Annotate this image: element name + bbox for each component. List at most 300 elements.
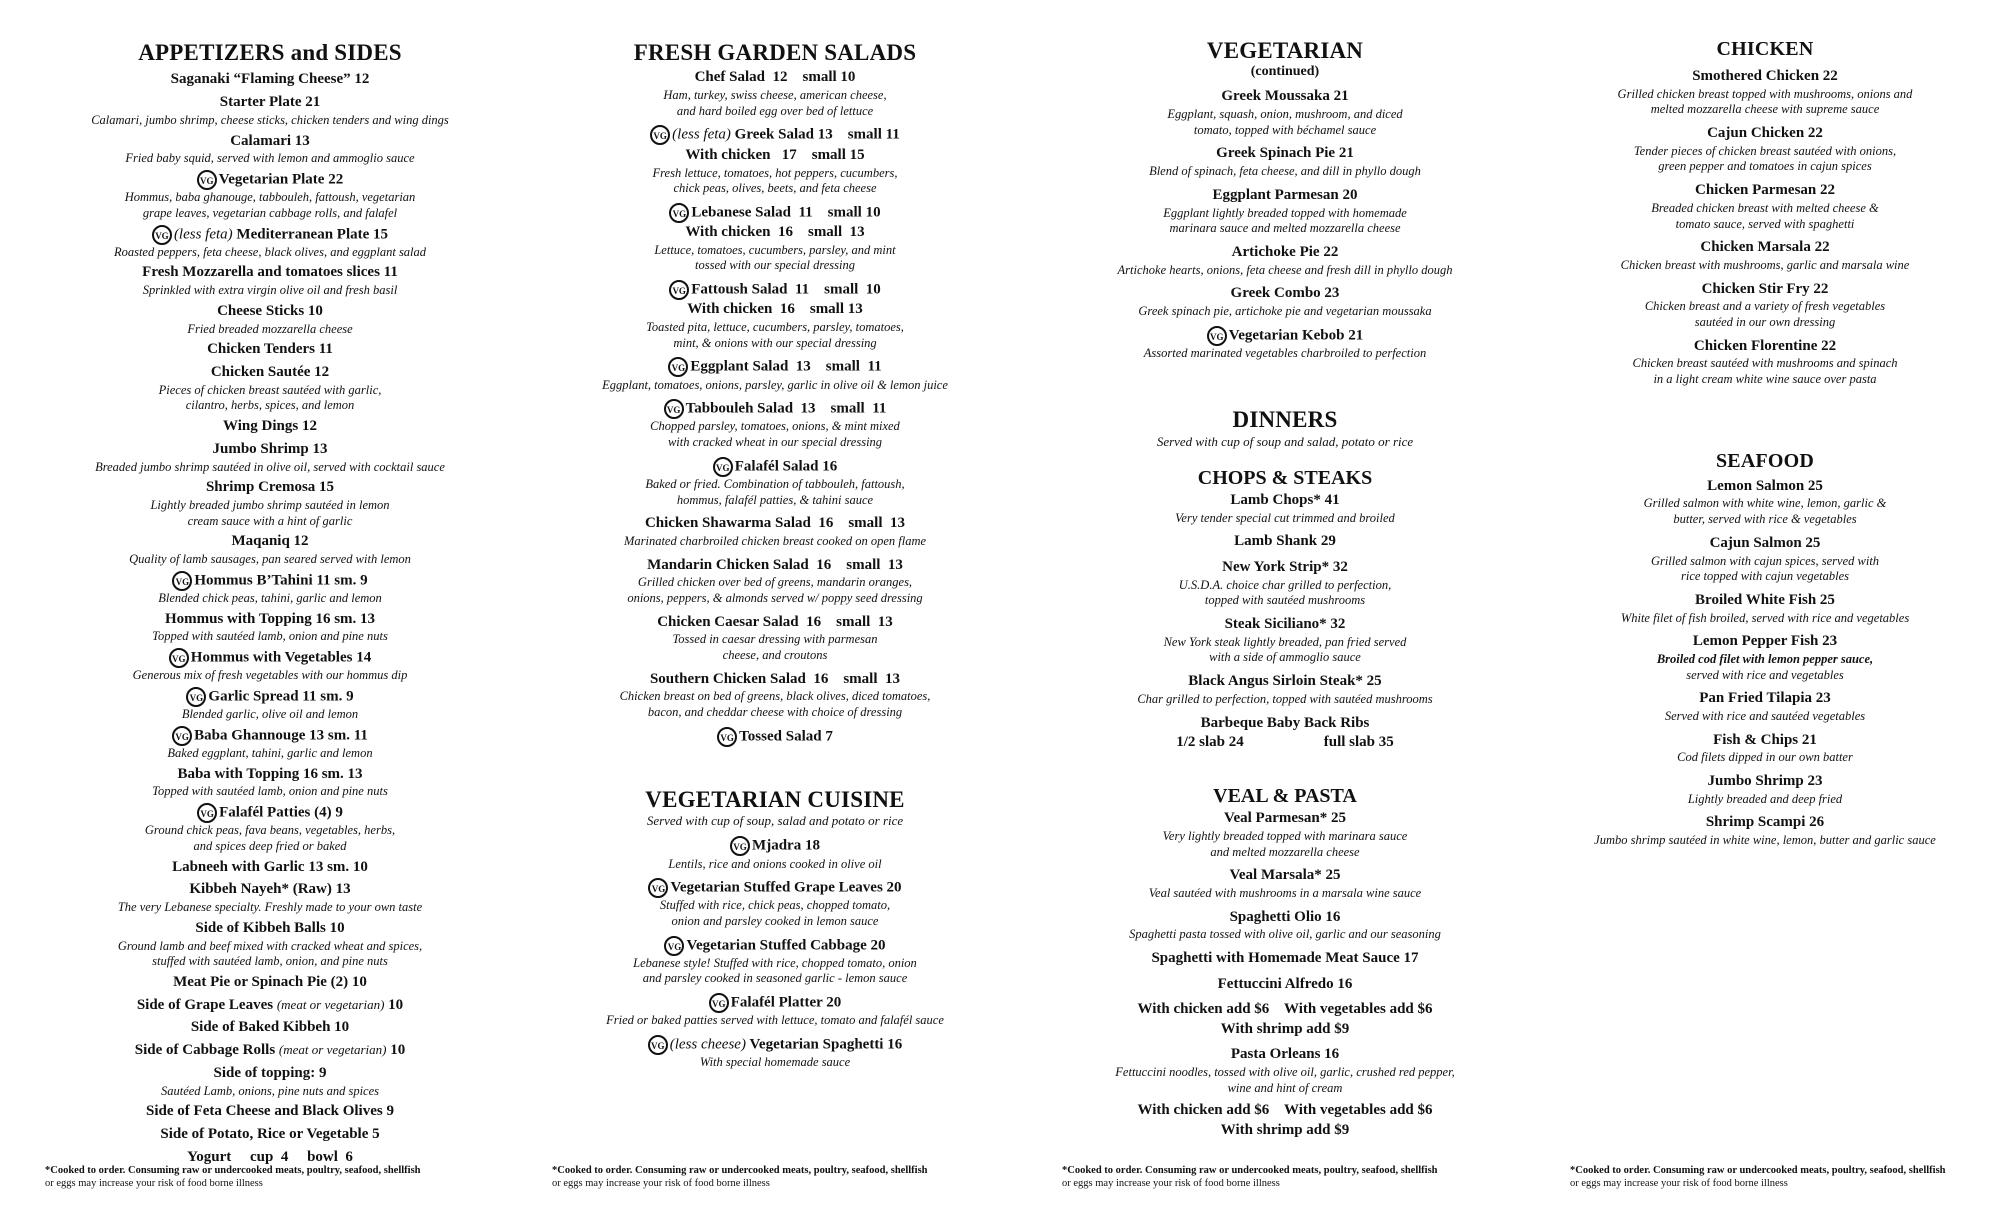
item-name: Lemon Pepper Fish 23 (1692, 633, 1838, 650)
item-desc: Fried breaded mozzarella cheese (187, 321, 353, 336)
item-name: Hommus with Vegetables 14 (190, 649, 372, 666)
item-desc: melted mozzarella cheese with supreme sauce (1650, 102, 1880, 117)
menu-item (1055, 908, 1515, 943)
vg-badge-icon: VG (648, 878, 668, 898)
menu-item (40, 93, 500, 128)
item-name: Chicken Parmesan 22 (1695, 182, 1835, 199)
footer-disclaimer (1570, 1165, 1946, 1190)
menu-item (1565, 813, 1965, 848)
menu-item (40, 1018, 500, 1038)
item-desc: Topped with sautéed lamb, onion and pine nuts (152, 784, 388, 799)
item-desc: The very Lebanese specialty. Freshly made to your own taste (117, 900, 423, 915)
item-desc: cheese, and croutons (722, 648, 828, 663)
item-desc: tossed with our special dressing (695, 258, 855, 273)
item-name: Greek Salad 13 small 11 (734, 126, 900, 143)
item-name: Lemon Salmon 25 (1707, 477, 1823, 494)
item-desc: Baked eggplant, tahini, garlic and lemon (167, 746, 373, 761)
item-name: Side of Baked Kibbeh 10 (190, 1019, 350, 1036)
menu-item (1565, 772, 1965, 807)
menu-item (40, 1041, 500, 1061)
item-name: Mandarin Chicken Salad 16 small 13 (647, 556, 903, 573)
disclaimer-line: *Cooked to order. Consuming raw or undercooked meats, poultry, seafood, shellfish (1570, 1165, 1946, 1176)
vg-badge-icon: VG (1207, 326, 1227, 346)
vg-badge-icon: VG (669, 280, 689, 300)
menu-item (545, 727, 1005, 747)
item-desc: Grilled salmon with white wine, lemon, garlic & (1643, 496, 1887, 511)
item-desc: Breaded jumbo shrimp sautéed in olive oil, served with cocktail sauce (95, 459, 445, 474)
item-desc: Eggplant, tomatoes, onions, parsley, garlic in olive oil & lemon juice (602, 377, 948, 392)
menu-item (545, 514, 1005, 549)
menu-item (545, 357, 1005, 393)
menu-item (1565, 181, 1965, 232)
section-subtitle: (continued) (1250, 64, 1320, 80)
item-name: Black Angus Sirloin Steak* 25 (1188, 673, 1382, 690)
item-desc: hommus, falafél patties, & tahini sauce (676, 492, 874, 507)
section-subheading: VEAL & PASTA (1213, 785, 1357, 808)
item-desc: chick peas, olives, beets, and feta cheese (673, 181, 877, 196)
item-desc: Assorted marinated vegetables charbroiled to perfection (1143, 345, 1427, 360)
item-name: Side of Kibbeh Balls 10 (195, 919, 345, 936)
menu-item (545, 670, 1005, 721)
item-name: Hommus B’Tahini 11 sm. 9 (194, 572, 368, 589)
item-desc: Eggplant, squash, onion, mushroom, and diced (1167, 107, 1403, 122)
item-desc: green pepper and tomatoes in cajun spices (1658, 159, 1872, 174)
item-name: Fresh Mozzarella and tomatoes slices 11 (142, 264, 398, 281)
item-desc: Blend of spinach, feta cheese, and dill in phyllo dough (1149, 164, 1421, 179)
item-name: Greek Spinach Pie 21 (1216, 145, 1354, 162)
item-desc: and hard boiled egg over bed of lettuce (676, 103, 874, 118)
item-name: Falafél Salad 16 (734, 458, 838, 475)
item-desc: and spices deep fried or baked (193, 838, 347, 853)
item-price: 10 (390, 1042, 406, 1059)
item-desc: Jumbo shrimp sautéed in white wine, lemon, butter and garlic sauce (1594, 833, 1936, 848)
item-name: Greek Combo 23 (1230, 285, 1340, 302)
vg-badge-icon: VG (664, 936, 684, 956)
menu-item (40, 726, 500, 762)
item-addon: With shrimp add $9 (1220, 1020, 1350, 1037)
item-desc: Tossed in caesar dressing with parmesan (672, 632, 878, 647)
item-desc: tomato sauce, served with spaghetti (1675, 216, 1855, 231)
menu-item (545, 1035, 1005, 1071)
menu-item (40, 363, 500, 414)
section-dinners (1055, 407, 1515, 1140)
item-name: Side of Feta Cheese and Black Olives 9 (146, 1103, 394, 1120)
item-desc: Lightly breaded jumbo shrimp sautéed in lemon (150, 498, 390, 513)
menu-item (1055, 949, 1515, 969)
item-desc: Tender pieces of chicken breast sautéed with onions, (1633, 143, 1897, 158)
item-desc: grape leaves, vegetarian cabbage rolls, and falafel (142, 205, 398, 220)
item-note: (less feta) (173, 226, 233, 242)
item-desc: mint, & onions with our special dressing (673, 335, 877, 350)
item-name: Vegetarian Stuffed Cabbage 20 (686, 937, 886, 954)
menu-item (40, 302, 500, 337)
disclaimer-line: or eggs may increase your risk of food borne illness (45, 1177, 263, 1189)
menu-item (1055, 144, 1515, 179)
section-vegetarian-continued (1055, 38, 1515, 361)
item-desc: Quality of lamb sausages, pan seared served with lemon (129, 552, 411, 567)
vg-badge-icon: VG (668, 357, 688, 377)
item-note: (meat or vegetarian) (276, 996, 385, 1012)
item-desc: butter, served with rice & vegetables (1673, 512, 1857, 527)
item-name: Artichoke Pie 22 (1231, 243, 1339, 260)
vg-badge-icon: VG (650, 125, 670, 145)
item-desc: U.S.D.A. choice char grilled to perfection, (1178, 577, 1392, 592)
item-desc: and parsley cooked in seasoned garlic - lemon sauce (642, 971, 908, 986)
menu-item (1055, 1045, 1515, 1141)
item-price-half: 1/2 slab 24 (1176, 734, 1244, 751)
item-desc: Chicken breast and a variety of fresh vegetables (1644, 299, 1886, 314)
item-name: Southern Chicken Salad 16 small 13 (649, 670, 901, 687)
column-vegetarian-dinners (1055, 38, 1515, 1144)
item-name: Vegetarian Stuffed Grape Leaves 20 (670, 879, 902, 896)
menu-item (40, 610, 500, 645)
item-desc: Breaded chicken breast with melted cheese & (1651, 200, 1879, 215)
vg-badge-icon: VG (152, 225, 172, 245)
menu-item (40, 973, 500, 993)
item-desc: Artichoke hearts, onions, feta cheese and fresh dill in phyllo dough (1117, 262, 1453, 277)
item-name: Lamb Chops* 41 (1230, 491, 1340, 508)
menu-item (1055, 491, 1515, 526)
item-note: (less feta) (672, 126, 731, 143)
item-desc: Grilled chicken breast topped with mushrooms, onions and (1617, 86, 1913, 101)
item-desc: Generous mix of fresh vegetables with our hommus dip (132, 668, 408, 683)
disclaimer-line: *Cooked to order. Consuming raw or undercooked meats, poultry, seafood, shellfish (45, 1165, 421, 1176)
menu-item (40, 571, 500, 607)
item-desc: Lentils, rice and onions cooked in olive oil (668, 856, 882, 871)
section-seafood (1565, 450, 1965, 849)
item-desc: Roasted peppers, feta cheese, black olives, and eggplant salad (113, 244, 427, 259)
item-desc: Calamari, jumbo shrimp, cheese sticks, chicken tenders and wing dings (91, 113, 449, 128)
item-desc: Eggplant lightly breaded topped with homemade (1163, 205, 1407, 220)
menu-item (40, 170, 500, 221)
item-name: Side of Potato, Rice or Vegetable 5 (160, 1126, 380, 1143)
menu-item (1055, 672, 1515, 707)
item-name-alt: With chicken 16 small 13 (687, 301, 863, 318)
menu-item (1565, 280, 1965, 331)
menu-item (1055, 532, 1515, 552)
item-note: (meat or vegetarian) (278, 1042, 387, 1058)
item-name: Shrimp Scampi 26 (1705, 814, 1825, 831)
section-note: Served with cup of soup, salad and potato or rice (646, 813, 904, 829)
item-desc: cilantro, herbs, spices, and lemon (185, 398, 355, 413)
menu-item (1565, 632, 1965, 683)
item-desc: Ground lamb and beef mixed with cracked wheat and spices, (117, 938, 423, 953)
item-desc: Veal sautéed with mushrooms in a marsala wine sauce (1148, 885, 1422, 900)
menu-item (545, 836, 1005, 872)
item-desc: Spaghetti pasta tossed with olive oil, garlic and our seasoning (1129, 927, 1441, 942)
menu-item (1055, 284, 1515, 319)
item-name: Cheese Sticks 10 (217, 302, 323, 319)
item-desc: Fettuccini noodles, tossed with olive oil, garlic, crushed red pepper, (1115, 1064, 1455, 1079)
menu-item (40, 1064, 500, 1099)
vg-badge-icon: VG (169, 648, 189, 668)
item-desc: with cracked wheat in our special dressing (667, 435, 883, 450)
item-desc: Toasted pita, lettuce, cucumbers, parsley, tomatoes, (646, 320, 904, 335)
menu-item (545, 203, 1005, 274)
vg-badge-icon: VG (186, 687, 206, 707)
column-salads (545, 40, 1005, 1074)
item-name: New York Strip* 32 (1222, 559, 1348, 575)
vg-badge-icon: VG (172, 726, 192, 746)
item-name-alt: With chicken 17 small 15 (685, 146, 865, 163)
section-note: Served with cup of soup and salad, potato or rice (1156, 433, 1414, 449)
item-desc: Cod filets dipped in our own batter (1677, 750, 1853, 765)
item-name: Veal Parmesan* 25 (1224, 810, 1346, 827)
item-desc: rice topped with cajun vegetables (1680, 569, 1849, 584)
item-name: Chef Salad 12 small 10 (694, 69, 856, 86)
vg-badge-icon: VG (717, 727, 737, 747)
menu-item (545, 399, 1005, 450)
menu-item (1565, 124, 1965, 175)
item-name: Calamari 13 (230, 132, 310, 149)
menu-item (40, 263, 500, 298)
item-name: Steak Siciliano* 32 (1224, 616, 1346, 633)
item-name: Maqaniq 12 (231, 533, 309, 550)
item-desc: Fresh lettuce, tomatoes, hot peppers, cucumbers, (652, 165, 898, 180)
menu-item (40, 648, 500, 684)
item-desc: bacon, and cheddar cheese with choice of dressing (647, 705, 903, 720)
menu-item (1055, 809, 1515, 860)
item-desc: Chicken breast with mushrooms, garlic and marsala wine (1620, 257, 1910, 272)
item-desc: Broiled cod filet with lemon pepper sauce, (1656, 651, 1874, 666)
menu-item (545, 613, 1005, 664)
item-desc: Grilled salmon with cajun spices, served with (1650, 553, 1880, 568)
menu-item (40, 417, 500, 437)
item-name: Saganaki “Flaming Cheese” 12 (170, 71, 370, 88)
item-name: Tossed Salad 7 (739, 728, 833, 745)
item-name: Mediterranean Plate 15 (236, 226, 389, 242)
menu-item (1055, 975, 1515, 1039)
menu-item (40, 996, 500, 1016)
item-desc: and melted mozzarella cheese (1210, 844, 1360, 859)
item-desc: served with rice and vegetables (1686, 667, 1844, 682)
item-name: Fattoush Salad 11 small 10 (691, 281, 881, 298)
item-name: Veal Marsala* 25 (1229, 867, 1341, 884)
menu-item (1565, 689, 1965, 724)
item-name: Chicken Marsala 22 (1700, 239, 1830, 256)
vg-badge-icon: VG (730, 836, 750, 856)
item-desc: marinara sauce and melted mozzarella cheese (1169, 221, 1401, 236)
menu-item (1055, 186, 1515, 237)
item-name: Lamb Shank 29 (1234, 533, 1336, 550)
section-title: CHICKEN (1716, 38, 1814, 60)
item-name: Garlic Spread 11 sm. 9 (208, 688, 354, 705)
item-name: Jumbo Shrimp 13 (212, 440, 328, 457)
item-addon: With chicken add $6 With vegetables add $6 (1137, 1000, 1433, 1017)
item-desc: cream sauce with a hint of garlic (187, 513, 353, 528)
menu-item (545, 556, 1005, 607)
column-appetizers (40, 40, 500, 1171)
item-name: Side of topping: 9 (213, 1065, 327, 1082)
item-name: Chicken Stir Fry 22 (1701, 280, 1829, 297)
footer-disclaimer (1062, 1165, 1438, 1190)
item-name: Vegetarian Plate 22 (218, 171, 344, 188)
item-desc: Marinated charbroiled chicken breast cooked on open flame (623, 533, 927, 548)
item-desc: wine and hint of cream (1227, 1080, 1343, 1095)
item-name: Labneeh with Garlic 13 sm. 10 (172, 858, 368, 875)
item-name: Eggplant Salad 13 small 11 (690, 358, 882, 375)
section-title: VEGETARIAN (1206, 38, 1364, 63)
menu-item (545, 125, 1005, 196)
item-name: Side of Grape Leaves (136, 996, 274, 1013)
section-vegetarian-cuisine (545, 787, 1005, 1071)
menu-item (1565, 238, 1965, 273)
item-name: Hommus with Topping 16 sm. 13 (164, 610, 376, 627)
item-desc: Stuffed with rice, chick peas, chopped tomato, (659, 898, 891, 913)
disclaimer-line: or eggs may increase your risk of food borne illness (1570, 1177, 1788, 1189)
disclaimer-line: *Cooked to order. Consuming raw or undercooked meats, poultry, seafood, shellfish (1062, 1165, 1438, 1176)
menu-item (1055, 243, 1515, 278)
item-name: Jumbo Shrimp 23 (1707, 773, 1823, 790)
menu-item (1565, 337, 1965, 388)
item-name: Starter Plate 21 (219, 94, 321, 111)
item-name: Chicken Florentine 22 (1693, 337, 1837, 354)
menu-item (40, 440, 500, 475)
item-desc: onion and parsley cooked in lemon sauce (671, 914, 879, 928)
menu-item (1055, 714, 1515, 754)
item-desc: Lebanese style! Stuffed with rice, chopped tomato, onion (633, 955, 917, 970)
item-desc: sautéed in our own dressing (1694, 314, 1836, 329)
item-desc: Hommus, baba ghanouge, tabbouleh, fattoush, vegetarian (124, 190, 416, 205)
menu-item (1055, 87, 1515, 138)
item-name: Shrimp Cremosa 15 (205, 479, 335, 496)
menu-item (545, 457, 1005, 508)
section-title: VEGETARIAN CUISINE (645, 786, 905, 812)
item-desc: Fried or baked patties served with lettuce, tomato and falafél sauce (606, 1013, 944, 1028)
item-name: Broiled White Fish 25 (1695, 591, 1835, 608)
item-desc: Chicken breast sautéed with mushrooms and spinach (1632, 356, 1898, 371)
disclaimer-line: *Cooked to order. Consuming raw or undercooked meats, poultry, seafood, shellfish (552, 1165, 928, 1176)
item-name: Vegetarian Spaghetti 16 (749, 1036, 903, 1053)
item-price: 10 (388, 996, 404, 1013)
item-name: Smothered Chicken 22 (1692, 68, 1838, 84)
item-name: Falafél Platter 20 (730, 994, 842, 1011)
item-desc: New York steak lightly breaded, pan fried served (1163, 634, 1407, 649)
item-desc: Ground chick peas, fava beans, vegetables, herbs, (144, 823, 396, 838)
menu-item (1055, 866, 1515, 901)
menu-item (545, 878, 1005, 929)
menu-item (545, 280, 1005, 351)
item-desc: with a side of ammoglio sauce (1209, 650, 1361, 665)
footer-disclaimer (552, 1165, 928, 1190)
vg-badge-icon: VG (172, 571, 192, 591)
item-desc: Sautéed Lamb, onions, pine nuts and spices (160, 1083, 380, 1098)
menu-item (40, 858, 500, 878)
item-name: Cajun Chicken 22 (1707, 125, 1823, 142)
item-desc: Chopped parsley, tomatoes, onions, & mint mixed (650, 419, 900, 434)
item-name: Cajun Salmon 25 (1709, 534, 1821, 551)
footer-disclaimer (45, 1165, 421, 1190)
menu-item (1055, 326, 1515, 362)
menu-item (40, 340, 500, 360)
item-name: Chicken Caesar Salad 16 small 13 (657, 613, 893, 630)
item-name: Chicken Shawarma Salad 16 small 13 (644, 515, 906, 532)
item-name: Pasta Orleans 16 (1230, 1046, 1340, 1063)
item-desc: Topped with sautéed lamb, onion and pine nuts (152, 629, 388, 644)
menu-item (1565, 477, 1965, 528)
section-appetizers (40, 40, 500, 1168)
item-desc: With special homemade sauce (699, 1055, 851, 1070)
item-name: Barbeque Baby Back Ribs (1200, 714, 1370, 731)
column-chicken-seafood (1565, 38, 1965, 852)
item-desc: Greek spinach pie, artichoke pie and vegetarian moussaka (1138, 303, 1432, 318)
vg-badge-icon: VG (648, 1035, 668, 1055)
menu-item (40, 1125, 500, 1145)
menu-item (40, 132, 500, 167)
section-chicken (1565, 38, 1965, 388)
menu-item (1565, 67, 1965, 118)
item-name: Mjadra 18 (752, 837, 820, 854)
menu-item (545, 993, 1005, 1029)
menu-item (545, 936, 1005, 987)
item-name: Chicken Sautée 12 (210, 364, 330, 381)
item-desc: Pieces of chicken breast sautéed with garlic, (158, 382, 382, 397)
menu-item (1565, 731, 1965, 766)
item-name: Wing Dings 12 (223, 418, 317, 435)
vg-badge-icon: VG (669, 203, 689, 223)
item-name: Baba Ghannouge 13 sm. 11 (194, 727, 368, 744)
item-name: Chicken Tenders 11 (207, 341, 333, 358)
item-desc: Fried baby squid, served with lemon and ammoglio sauce (125, 151, 415, 166)
section-title: APPETIZERS and SIDES (138, 40, 402, 65)
item-desc: Sprinkled with extra virgin olive oil and fresh basil (142, 283, 398, 298)
section-subheading: CHOPS & STEAKS (1197, 466, 1373, 489)
item-name: Eggplant Parmesan 20 (1212, 186, 1358, 203)
item-desc: tomato, topped with béchamel sauce (1193, 122, 1377, 137)
item-note: (less cheese) (669, 1036, 746, 1053)
item-name: Pan Fried Tilapia 23 (1699, 690, 1831, 707)
vg-badge-icon: VG (664, 399, 684, 419)
item-price-full: full slab 35 (1323, 734, 1394, 751)
item-desc: Served with rice and sautéed vegetables (1664, 709, 1866, 724)
item-desc: Blended garlic, olive oil and lemon (181, 707, 359, 722)
menu-item (40, 880, 500, 915)
vg-badge-icon: VG (713, 457, 733, 477)
item-name: Spaghetti Olio 16 (1229, 908, 1341, 925)
menu-item (40, 687, 500, 723)
item-name: Yogurt cup 4 bowl 6 (187, 1149, 353, 1166)
item-desc: Blended chick peas, tahini, garlic and lemon (158, 591, 382, 606)
item-desc: Grilled chicken over bed of greens, mandarin oranges, (637, 575, 913, 590)
item-desc: onions, peppers, & almonds served w/ poppy seed dressing (627, 591, 923, 605)
item-desc: Very lightly breaded topped with marinara sauce (1162, 828, 1408, 843)
item-addon: With chicken add $6 With vegetables add $6 (1137, 1102, 1433, 1119)
item-name: Lebanese Salad 11 small 10 (691, 204, 881, 221)
item-name: Tabbouleh Salad 13 small 11 (685, 400, 887, 417)
menu-item (1565, 591, 1965, 626)
menu-item (40, 1102, 500, 1122)
item-addon: With shrimp add $9 (1220, 1122, 1350, 1139)
item-name: Meat Pie or Spinach Pie (2) 10 (173, 973, 367, 990)
item-desc: Lettuce, tomatoes, cucumbers, parsley, and mint (654, 242, 896, 257)
section-salads (545, 40, 1005, 747)
menu-item (545, 68, 1005, 119)
item-name: Falafél Patties (4) 9 (219, 804, 343, 821)
menu-item (40, 225, 500, 261)
item-desc: Ham, turkey, swiss cheese, american cheese, (663, 88, 887, 103)
vg-badge-icon: VG (709, 993, 729, 1013)
item-desc: White filet of fish broiled, served with rice and vegetables (1620, 610, 1910, 625)
item-desc: Chicken breast on bed of greens, black olives, diced tomatoes, (619, 689, 931, 704)
menu-item (40, 919, 500, 970)
disclaimer-line: or eggs may increase your risk of food borne illness (552, 1177, 770, 1189)
item-name: Fettuccini Alfredo 16 (1217, 975, 1353, 992)
item-name: Spaghetti with Homemade Meat Sauce 17 (1151, 950, 1419, 966)
menu-item (40, 478, 500, 529)
item-name: Side of Cabbage Rolls (134, 1042, 276, 1059)
item-name-alt: With chicken 16 small 13 (685, 224, 865, 240)
item-desc: Char grilled to perfection, topped with sautéed mushrooms (1137, 691, 1433, 706)
